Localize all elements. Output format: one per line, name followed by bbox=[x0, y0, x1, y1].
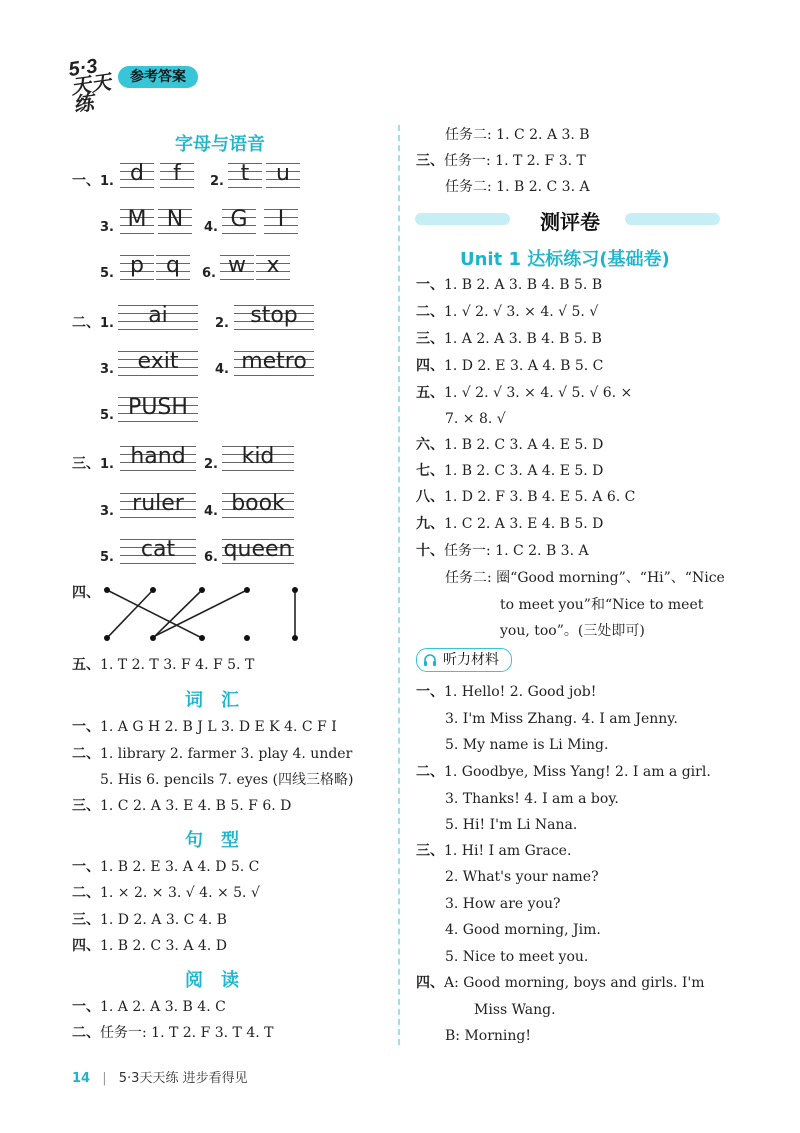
script-text: Miss Wang. bbox=[474, 1002, 556, 1018]
four-line-writing bbox=[118, 305, 198, 330]
script-text: 2. What's your name? bbox=[445, 869, 599, 885]
match-dot bbox=[104, 635, 110, 641]
letter-answer: G bbox=[230, 207, 248, 232]
section-title-letters: 字母与语音 bbox=[175, 134, 265, 155]
answer-text: 1. B 2. E 3. A 4. D 5. C bbox=[100, 859, 260, 875]
script-line bbox=[416, 842, 571, 860]
script-line bbox=[445, 710, 678, 728]
four-line-writing bbox=[222, 539, 294, 564]
answer-line bbox=[416, 276, 602, 294]
brand-logo: 5·3 天天练 bbox=[67, 55, 113, 117]
match-line bbox=[107, 590, 202, 638]
word-answer: ruler bbox=[132, 491, 184, 516]
four-line-writing bbox=[118, 397, 198, 422]
q-number: 1. bbox=[100, 174, 114, 189]
four-line-writing bbox=[220, 255, 254, 280]
answer-text: 1. A 2. A 3. B 4. C bbox=[100, 999, 226, 1015]
four-line-writing bbox=[158, 209, 192, 234]
section-title-vocabulary: 词 汇 bbox=[185, 690, 239, 711]
section-title-sentences: 句 型 bbox=[185, 830, 239, 851]
word-answer: PUSH bbox=[128, 395, 188, 420]
answer-line bbox=[72, 998, 226, 1016]
letter-answer: I bbox=[277, 207, 285, 232]
q-marker: 一、 bbox=[72, 859, 100, 875]
q-marker: 二、 bbox=[72, 315, 100, 331]
q-marker: 三、 bbox=[72, 798, 100, 814]
four-line-writing bbox=[120, 446, 196, 471]
four-line-writing bbox=[156, 255, 190, 280]
script-text: B: Morning! bbox=[445, 1028, 532, 1044]
script-text: 5. Nice to meet you. bbox=[445, 949, 589, 965]
four-line-writing bbox=[264, 209, 298, 234]
answer-line bbox=[100, 771, 353, 789]
unit-title: Unit 1 达标练习(基础卷) bbox=[460, 249, 670, 270]
q-number: 4. bbox=[215, 362, 229, 377]
match-line bbox=[107, 590, 153, 638]
q-marker: 三、 bbox=[72, 456, 100, 472]
script-text: 4. Good morning, Jim. bbox=[445, 922, 601, 938]
four-line-writing bbox=[160, 163, 194, 188]
answer-text: 1. D 2. F 3. B 4. E 5. A 6. C bbox=[444, 489, 636, 505]
match-dot bbox=[292, 587, 298, 593]
q-marker: 四、 bbox=[72, 938, 100, 954]
script-line bbox=[445, 895, 561, 913]
q-marker: 三、 bbox=[72, 912, 100, 928]
answer-line bbox=[416, 384, 632, 402]
answer-text: 1. B 2. A 3. B 4. B 5. B bbox=[444, 277, 603, 293]
match-dot bbox=[244, 587, 250, 593]
answer-text: 1. C 2. A 3. E 4. B 5. D bbox=[444, 516, 604, 532]
script-line bbox=[445, 736, 608, 754]
four-line-writing bbox=[222, 209, 256, 234]
letter-answer: N bbox=[166, 207, 184, 232]
answer-line bbox=[416, 462, 603, 480]
q-number: 2. bbox=[215, 316, 229, 331]
answer-text: 任务一: 1. T 2. F 3. T 4. T bbox=[100, 1025, 274, 1041]
script-line bbox=[445, 816, 577, 834]
q-marker: 三、 bbox=[416, 153, 444, 169]
script-line bbox=[445, 790, 619, 808]
four-line-writing bbox=[222, 446, 294, 471]
answer-line bbox=[72, 656, 254, 674]
script-text: 1. Hi! I am Grace. bbox=[444, 843, 572, 859]
four-line-writing bbox=[120, 163, 154, 188]
answer-line bbox=[72, 911, 227, 929]
answer-line bbox=[72, 797, 291, 815]
four-line-writing bbox=[120, 209, 154, 234]
listening-material-tag bbox=[416, 648, 512, 672]
word-answer: ai bbox=[148, 303, 168, 328]
answer-text: 5. His 6. pencils 7. eyes (四线三格略) bbox=[100, 772, 354, 788]
script-line bbox=[416, 763, 711, 781]
answer-line bbox=[72, 858, 259, 876]
q-number: 4. bbox=[204, 220, 218, 235]
letter-answer: t bbox=[240, 161, 250, 186]
letter-answer: M bbox=[127, 207, 147, 232]
letter-answer: f bbox=[173, 161, 181, 186]
q-marker: 一、 bbox=[72, 999, 100, 1015]
answer-line bbox=[445, 410, 506, 428]
match-dot bbox=[150, 587, 156, 593]
matching-diagram bbox=[95, 580, 310, 645]
script-line bbox=[445, 1027, 531, 1045]
letter-answer: u bbox=[276, 161, 290, 186]
q-marker: 五、 bbox=[416, 385, 444, 401]
answer-text: 1. D 2. E 3. A 4. B 5. C bbox=[444, 358, 604, 374]
script-text: 3. I'm Miss Zhang. 4. I am Jenny. bbox=[445, 711, 678, 727]
script-text: 1. Goodbye, Miss Yang! 2. I am a girl. bbox=[444, 764, 711, 780]
script-text: A: Good morning, boys and girls. I'm bbox=[444, 975, 705, 991]
answer-text: 1. √ 2. √ 3. × 4. √ 5. √ 6. × bbox=[444, 385, 633, 401]
match-line bbox=[155, 590, 247, 636]
q-marker: 一、 bbox=[72, 173, 100, 189]
column-divider bbox=[398, 125, 400, 1045]
q-marker: 二、 bbox=[416, 764, 444, 780]
four-line-writing bbox=[234, 351, 314, 376]
word-answer: book bbox=[231, 491, 285, 516]
word-answer: kid bbox=[241, 444, 275, 469]
script-text: 3. Thanks! 4. I am a boy. bbox=[445, 791, 619, 807]
answer-text: 1. T 2. T 3. F 4. F 5. T bbox=[100, 657, 255, 673]
match-dot bbox=[150, 635, 156, 641]
headphones-icon bbox=[423, 653, 437, 667]
word-answer: stop bbox=[250, 303, 298, 328]
answer-line bbox=[72, 937, 227, 955]
answer-text: 任务二: 1. C 2. A 3. B bbox=[445, 127, 590, 143]
letter-answer: q bbox=[166, 253, 180, 278]
four-line-writing bbox=[266, 163, 300, 188]
answer-line bbox=[416, 542, 589, 560]
answer-text: 1. A G H 2. B J L 3. D E K 4. C F I bbox=[100, 719, 337, 735]
answer-line bbox=[72, 745, 352, 763]
answer-line bbox=[72, 1024, 273, 1042]
match-dot bbox=[244, 635, 250, 641]
answer-text: 1. library 2. farmer 3. play 4. under bbox=[100, 746, 353, 762]
four-line-writing bbox=[120, 539, 196, 564]
answer-line bbox=[416, 436, 603, 454]
q-marker: 四、 bbox=[72, 585, 100, 601]
four-line-writing bbox=[234, 305, 314, 330]
q-marker: 二、 bbox=[72, 1025, 100, 1041]
answer-text: 任务一: 1. T 2. F 3. T bbox=[444, 153, 586, 169]
letter-answer: x bbox=[266, 253, 280, 278]
q-marker: 一、 bbox=[416, 684, 444, 700]
four-line-writing bbox=[228, 163, 262, 188]
answer-line bbox=[416, 330, 602, 348]
word-answer: queen bbox=[223, 537, 293, 562]
match-dot bbox=[104, 587, 110, 593]
q-number: 6. bbox=[204, 550, 218, 565]
script-text: 5. My name is Li Ming. bbox=[445, 737, 609, 753]
task-text: to meet you”和“Nice to meet bbox=[500, 597, 704, 613]
answer-text: 1. × 2. × 3. √ 4. × 5. √ bbox=[100, 885, 260, 901]
word-answer: hand bbox=[130, 444, 186, 469]
q-marker: 九、 bbox=[416, 516, 444, 532]
letter-answer: d bbox=[130, 161, 144, 186]
match-dot bbox=[199, 635, 205, 641]
answer-line bbox=[72, 884, 260, 902]
q-number: 1. bbox=[100, 457, 114, 472]
q-marker: 二、 bbox=[72, 746, 100, 762]
q-marker: 四、 bbox=[416, 358, 444, 374]
q-marker: 十、 bbox=[416, 543, 444, 559]
q-marker: 三、 bbox=[416, 843, 444, 859]
script-line bbox=[445, 868, 599, 886]
footer-slogan: 5·3天天练 进步看得见 bbox=[118, 1071, 248, 1086]
q-number: 5. bbox=[100, 550, 114, 565]
four-line-writing bbox=[222, 493, 294, 518]
section-title-reading: 阅 读 bbox=[185, 970, 239, 991]
four-line-writing bbox=[120, 255, 154, 280]
answer-line bbox=[72, 718, 337, 736]
letter-answer: w bbox=[228, 253, 246, 278]
answer-line bbox=[416, 515, 603, 533]
q-marker: 一、 bbox=[416, 277, 444, 293]
q-marker: 三、 bbox=[416, 331, 444, 347]
q-number: 2. bbox=[204, 457, 218, 472]
q-marker: 一、 bbox=[72, 719, 100, 735]
footer-separator: | bbox=[102, 1071, 107, 1086]
answer-text: 1. B 2. C 3. A 4. E 5. D bbox=[444, 463, 604, 479]
q-number: 5. bbox=[100, 266, 114, 281]
q-number: 3. bbox=[100, 362, 114, 377]
answer-line bbox=[416, 303, 598, 321]
word-answer: exit bbox=[137, 349, 179, 374]
answer-text: 1. D 2. A 3. C 4. B bbox=[100, 912, 227, 928]
script-text: 3. How are you? bbox=[445, 896, 561, 912]
q-number: 6. bbox=[202, 266, 216, 281]
task-text: 任务二: 圈“Good morning”、“Hi”、“Nice bbox=[445, 570, 725, 586]
answer-key-tag: 参考答案 bbox=[118, 66, 198, 88]
q-marker: 五、 bbox=[72, 657, 100, 673]
task-text: you, too”。(三处即可) bbox=[500, 623, 645, 639]
answer-text: 1. B 2. C 3. A 4. E 5. D bbox=[444, 437, 604, 453]
word-answer: metro bbox=[241, 349, 307, 374]
answer-text: 1. √ 2. √ 3. × 4. √ 5. √ bbox=[444, 304, 599, 320]
banner-title: 测评卷 bbox=[540, 210, 600, 234]
answer-line bbox=[416, 152, 586, 170]
answer-text: 1. B 2. C 3. A 4. D bbox=[100, 938, 227, 954]
q-marker: 四、 bbox=[416, 975, 444, 991]
q-number: 4. bbox=[204, 504, 218, 519]
script-line bbox=[474, 1001, 556, 1019]
q-number: 2. bbox=[210, 174, 224, 189]
q-marker: 八、 bbox=[416, 489, 444, 505]
answer-line bbox=[445, 178, 590, 196]
letter-answer: p bbox=[130, 253, 144, 278]
four-line-writing bbox=[118, 351, 198, 376]
match-line bbox=[153, 590, 202, 638]
script-line bbox=[445, 948, 588, 966]
script-text: 1. Hello! 2. Good job! bbox=[444, 684, 597, 700]
q-marker: 六、 bbox=[416, 437, 444, 453]
script-line bbox=[416, 974, 705, 992]
banner-bar-left bbox=[415, 213, 510, 225]
q-number: 1. bbox=[100, 316, 114, 331]
script-line bbox=[445, 921, 601, 939]
match-dot bbox=[292, 635, 298, 641]
page-number: 14 bbox=[72, 1071, 91, 1086]
four-line-writing bbox=[120, 493, 196, 518]
q-number: 3. bbox=[100, 504, 114, 519]
answer-text: 任务一: 1. C 2. B 3. A bbox=[444, 543, 589, 559]
listening-label: 听力材料 bbox=[443, 652, 499, 668]
q-number: 5. bbox=[100, 408, 114, 423]
q-marker: 二、 bbox=[416, 304, 444, 320]
script-text: 5. Hi! I'm Li Nana. bbox=[445, 817, 578, 833]
answer-text: 7. × 8. √ bbox=[445, 411, 506, 427]
answer-text: 1. C 2. A 3. E 4. B 5. F 6. D bbox=[100, 798, 292, 814]
answer-line bbox=[416, 488, 635, 506]
q-marker: 二、 bbox=[72, 885, 100, 901]
answer-line bbox=[445, 126, 590, 144]
answer-text: 任务二: 1. B 2. C 3. A bbox=[445, 179, 590, 195]
word-answer: cat bbox=[140, 537, 176, 562]
assessment-banner bbox=[415, 208, 720, 234]
four-line-writing bbox=[256, 255, 290, 280]
q-marker: 七、 bbox=[416, 463, 444, 479]
page-footer bbox=[72, 1067, 248, 1086]
q-number: 3. bbox=[100, 220, 114, 235]
answer-text: 1. A 2. A 3. B 4. B 5. B bbox=[444, 331, 602, 347]
script-line bbox=[416, 683, 596, 701]
answer-line bbox=[416, 357, 603, 375]
banner-bar-right bbox=[625, 213, 720, 225]
match-dot bbox=[199, 587, 205, 593]
